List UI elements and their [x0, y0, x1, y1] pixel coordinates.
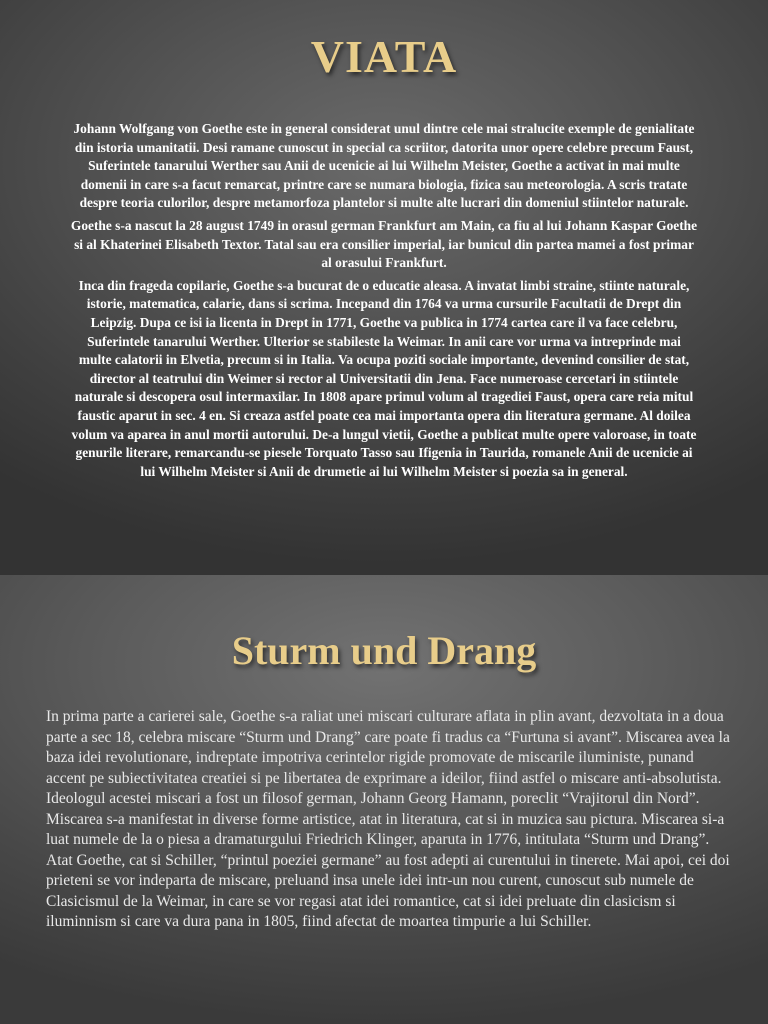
paragraph-education-career: Inca din frageda copilarie, Goethe s-a bucurat de o educatie aleasa. A invatat limbi straine, stiinte naturale, istorie, matematica, calarie, dans si scrima. Incepand din 1764 va urma cursurile Facultatii de Drept din Leipzig. Dupa ce isi ia licenta in Drept in 1771, Goethe va publica in 1774 cartea care il va face celebru, Suferintele tanarului Werther. Ulterior se stabileste la Weimar. In anii care vor urma va intreprinde mai multe calatorii in Elvetia, precum si in Italia. Va ocupa poziti sociale importante, devenind consilier de stat, director al teatrului din Weimer si rector al Universitatii din Jena. Face numeroase cercetari in stiintele naturale si descopera osul intermaxilar. In 1808 apare primul volum al tragediei Faust, opera care reia mitul faustic aparut in sec. 4 en. Si creaza astfel poate cea mai importanta opera din literatura germane. Al doilea volum va aparea in anul mortii autorului. De-a lungul vietii, Goethe a publicat multe opere valoroase, in toate genurile literare, remarcandu-se piesele Torquato Tasso sau Ifigenia in Taurida, romanele Anii de ucenicie ai lui Wilhelm Meister si Anii de drumetie ai lui Wilhelm Meister si poezia sa in general. [71, 277, 697, 479]
slide-title-viata: VIATA [310, 31, 458, 82]
paragraph-birth: Goethe s-a nascut la 28 august 1749 in orasul german Frankfurt am Main, ca fiu al lui Johann Kaspar Goethe si al Khaterinei Elisabeth Textor. Tatal sau era consilier imperial, iar bunicul din partea mamei a fost primar al orasului Frankfurt. [70, 217, 698, 271]
slide-body-sturm-und-drang: In prima parte a carierei sale, Goethe s-a raliat unei miscari culturare aflata in plin avant, dezvoltata in a doua parte a sec 18, celebra miscare “Sturm und Drang” care poate fi tradus ca “Furtuna si avant”. Miscarea avea la baza idei revolutionare, indreptate impotriva cerintelor rigide promovate de miscarile iluministe, punand accent pe subiectivitatea creatiei si pe libertatea de exprimare a ideilor, fiind astfel o miscare anti-absolutista. Ideologul acestei miscari a fost un filosof german, Johann Georg Hamann, poreclit “Vrajitorul din Nord”. Miscarea s-a manifestat in diverse forme artistice, atat in literatura, cat si in muzica sau pictura. Miscarea si-a luat numele de la o piesa a dramaturgului Friedrich Klinger, aparuta in 1776, intitulata “Sturm und Drang”. Atat Goethe, cat si Schiller, “printul poeziei germane” au fost adepti ai curentului in tinerete. Mai apoi, cei doi prieteni se vor indeparta de miscare, preluand insa unele idei intr-un nou curent, cunoscut sub numele de Clasicismul de la Weimar, in care se vor regasi atat idei romantice, cat si idei preluate din clasicism si iluminnism si care va dura pana in 1805, fiind afectat de moartea timpurie a lui Schiller. [46, 708, 730, 930]
slide-body-viata [70, 120, 698, 485]
slide-title-sturm-und-drang: Sturm und Drang [231, 628, 537, 673]
paragraph-intro: Johann Wolfgang von Goethe este in general considerat unul dintre cele mai stralucite exemple de genialitate din istoria umanitatii. Desi ramane cunoscut in special ca scriitor, datorita unor opere celebre precum Faust, Suferintele tanarului Werther sau Anii de ucenicie ai lui Wilhelm Meister, Goethe a activat in mai multe domenii in care s-a facut remarcat, printre care se numara biologia, fizica sau meteorologia. A scris tratate despre teoria culorilor, despre metamorfoza plantelor si multe alte lucrari din domeniul stiintelor naturale. [73, 121, 695, 211]
